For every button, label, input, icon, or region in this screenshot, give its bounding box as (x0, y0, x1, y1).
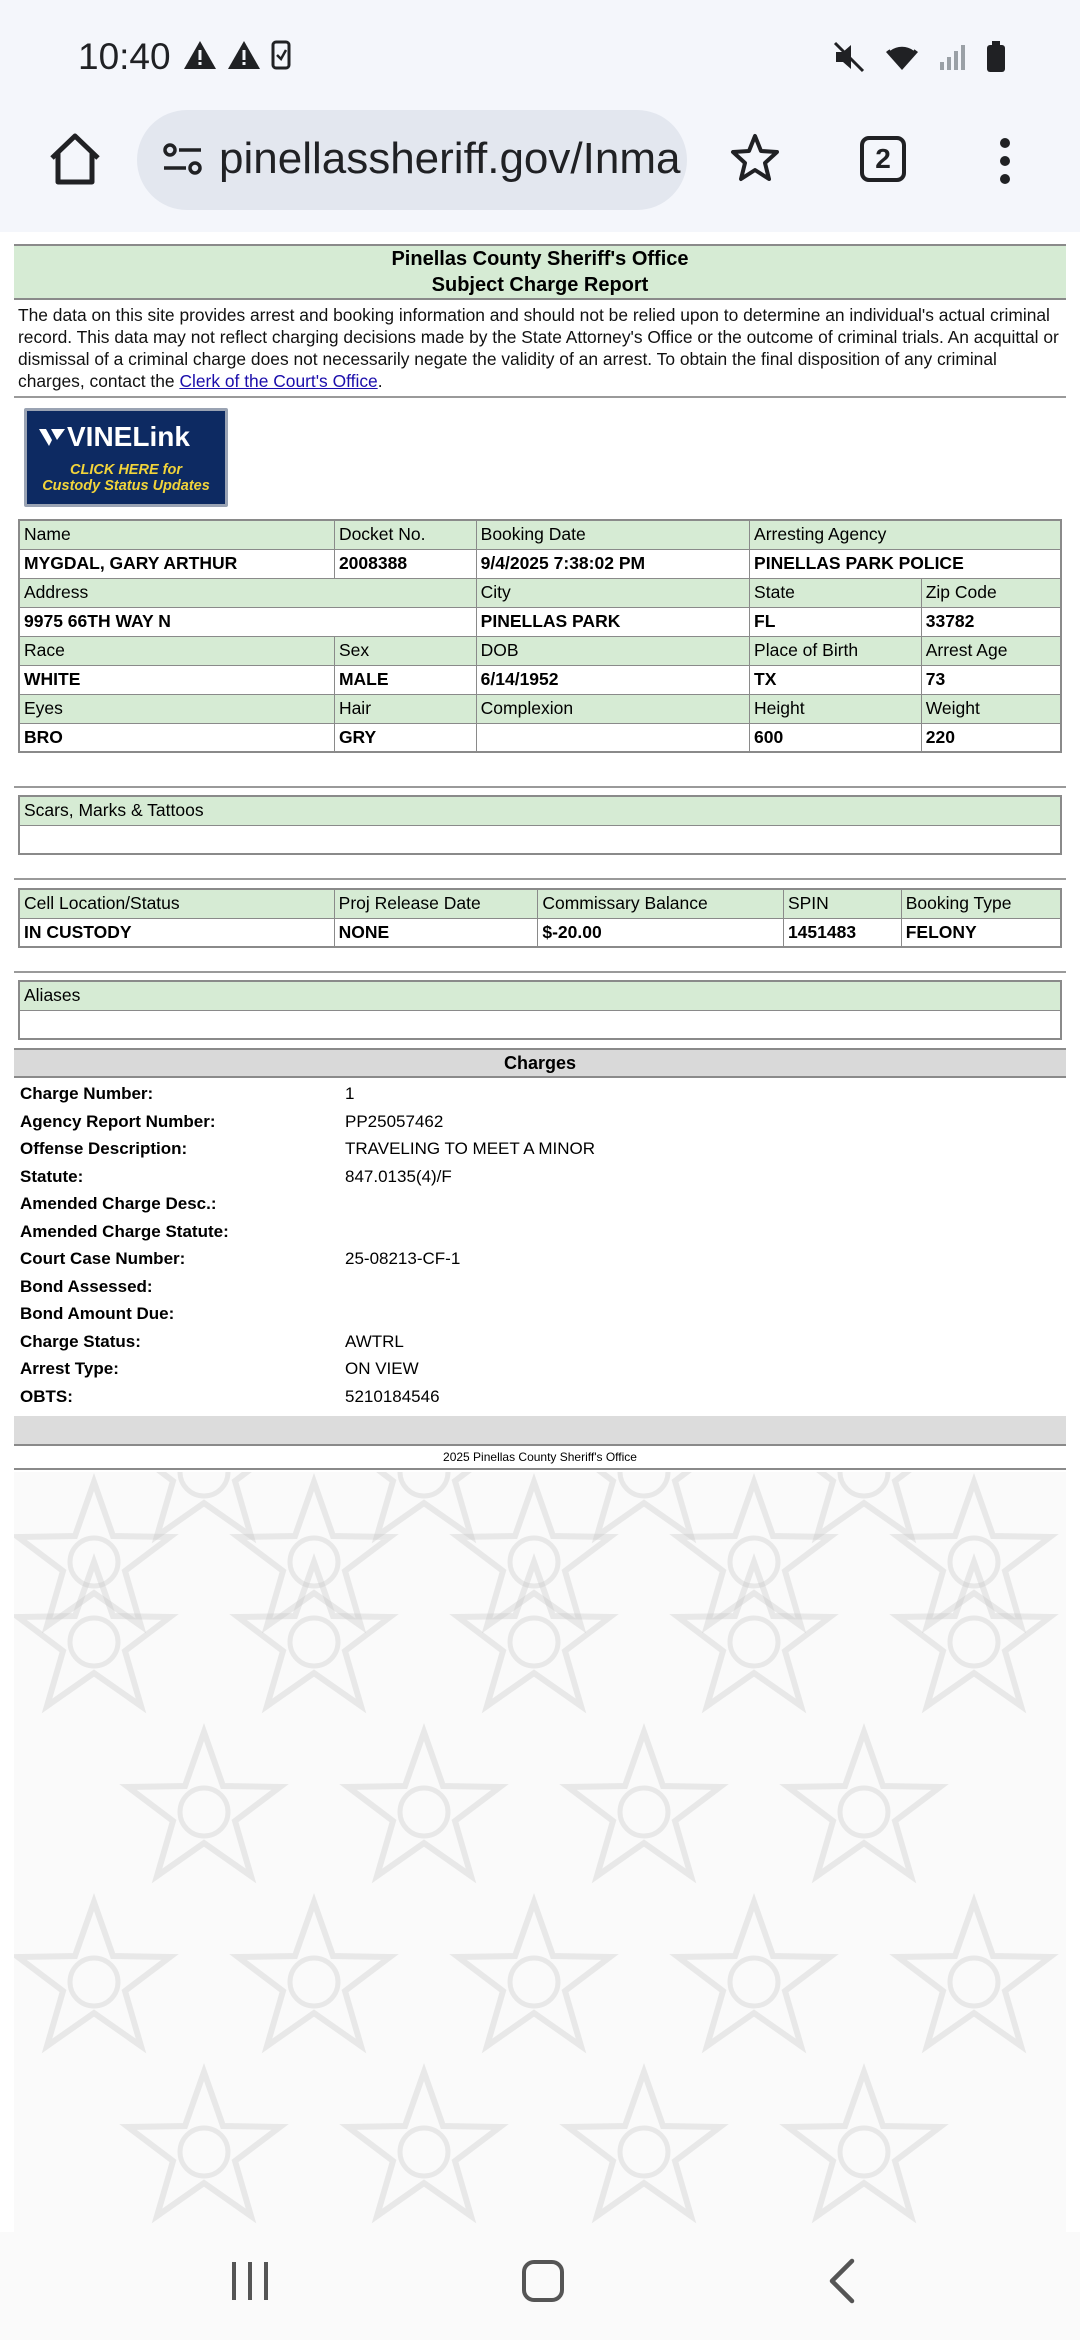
aliases-value (19, 1010, 1061, 1039)
release-date-value: NONE (334, 918, 538, 947)
sex-label: Sex (334, 636, 476, 665)
signal-icon (938, 42, 968, 72)
city-label: City (476, 578, 749, 607)
address-label: Address (19, 578, 476, 607)
web-page (14, 232, 1066, 2232)
release-date-label: Proj Release Date (334, 889, 538, 918)
disclaimer: The data on this site provides arrest and booking information and should not be relied upon to determine an individual's actual criminal record. This data may not reflect charging decisions made by the State Attorney's Office or the outcome of criminal trials. An acquittal or dismissal of a criminal charge does not necessarily negate the validity of an arrest. To obtain the final disposition of any criminal charges, contact the Clerk of the Court's Office. (18, 305, 1059, 391)
recent-apps-icon[interactable] (230, 2260, 270, 2302)
arresting-agency-value: PINELLAS PARK POLICE (750, 549, 1061, 578)
state-value: FL (750, 607, 922, 636)
site-settings-icon[interactable] (161, 140, 205, 180)
divider (14, 396, 1066, 398)
race-label: Race (19, 636, 334, 665)
agency-title: Pinellas County Sheriff's Office (391, 248, 689, 270)
scars-label: Scars, Marks & Tattoos (19, 796, 1061, 825)
weight-label: Weight (921, 694, 1061, 723)
place-of-birth-label: Place of Birth (750, 636, 922, 665)
divider (14, 786, 1066, 788)
page-footer: 2025 Pinellas County Sheriff's Office (14, 1444, 1066, 1470)
arrest-age-value: 73 (921, 665, 1061, 694)
commissary-label: Commissary Balance (538, 889, 784, 918)
dob-label: DOB (476, 636, 749, 665)
url-text[interactable]: pinellassheriff.gov/Inma (219, 134, 681, 183)
report-content: Pinellas County Sheriff's Office Subject Charge Report The data on this site provides arrest and booking information and should not be relied upon to determine an individual's actual criminal record. This data may not reflect charging decisions made by the State Attorney's Office or the outcome of criminal trials. An acquittal or dismissal of a criminal charge does not necessarily negate the validity of an arrest. To obtain the final disposition of any criminal charges, contact the Clerk of the Court's Office. VINELink CLICK HERE for Custody Status Updates Name Docket No. Booking Date Arresting Agency MYGDAL, GARY ARTHUR 2008388 9/4/2025 7:38:02 PM PINELLAS PARK POLICE Address City State Zip Code 9975 66TH WAY N PINELLAS PARK FL 33782 Race Sex DOB Place of Birth Arrest Age WHITE MALE 6/14/1952 TX 73 Eyes Hair Complexion Height Weight BRO GRY 600 220 Scars, Marks & Tattoos Cell Location/Status Proj Release Date Commissary Balance SPIN Booking Type IN CUSTODY NONE $-20.00 1451483 FELONY Aliases Charges Charge Number: 1 Agency Report Number: PP25057462 Offense Description: TRAVELING TO MEET A MINOR Statute: 847.0135(4)/F Amended Charge Desc.: Amended Charge Statute: Court Case Number: 25-08213-CF-1 Bond Assessed: Bond Amount Due: Charge Status: AWTRL Arrest Type: ON VIEW OBTS: 5210184546 2025 Pinellas County Sheriff's Office (14, 232, 1066, 1472)
booking-date-label: Booking Date (476, 520, 749, 549)
docket-label: Docket No. (334, 520, 476, 549)
sex-value: MALE (334, 665, 476, 694)
name-value: MYGDAL, GARY ARTHUR (19, 549, 334, 578)
bookmark-star-icon[interactable] (729, 132, 781, 184)
vine-chevron-icon (37, 426, 67, 448)
name-label: Name (19, 520, 334, 549)
wifi-icon (884, 42, 920, 72)
cell-location-label: Cell Location/Status (19, 889, 334, 918)
race-value: WHITE (19, 665, 334, 694)
system-icons (832, 40, 1006, 74)
notification-icons (183, 40, 291, 70)
status-time: 10:40 (78, 36, 171, 77)
eyes-value: BRO (19, 723, 334, 752)
system-nav-bar (0, 2232, 1080, 2340)
hair-label: Hair (334, 694, 476, 723)
disclaimer-text: The data on this site provides arrest and booking information and should not be relied upon to determine an individual's actual criminal record. This data may not reflect charging decisions made by the State Attorney's Office or the outcome of criminal trials. An acquittal or dismissal of a criminal charge does not necessarily negate the validity of an arrest. To obtain the final disposition of any criminal charges, contact the (18, 305, 1059, 391)
booking-date-value: 9/4/2025 7:38:02 PM (476, 549, 749, 578)
mute-icon (832, 40, 866, 74)
booking-type-label: Booking Type (901, 889, 1061, 918)
weight-value: 220 (921, 723, 1061, 752)
docket-value: 2008388 (334, 549, 476, 578)
warning-icon (227, 40, 261, 70)
zip-label: Zip Code (921, 578, 1061, 607)
subject-info-table (18, 519, 1062, 753)
clerk-of-court-link[interactable]: Clerk of the Court's Office (179, 371, 378, 391)
vinelink-logo: VINELink (37, 421, 190, 453)
device-icon (271, 40, 291, 70)
charges-footer-bar (14, 1416, 1066, 1444)
hair-value: GRY (334, 723, 476, 752)
spin-value: 1451483 (783, 918, 901, 947)
tab-switcher-button[interactable]: 2 (860, 136, 906, 182)
charges-header: Charges (14, 1048, 1066, 1078)
scars-value (19, 825, 1061, 854)
complexion-value (476, 723, 749, 752)
browser-toolbar (0, 110, 1080, 232)
divider (14, 971, 1066, 973)
warning-icon (183, 40, 217, 70)
scars-table (18, 795, 1062, 855)
report-header (14, 244, 1066, 300)
cell-location-value: IN CUSTODY (19, 918, 334, 947)
spin-label: SPIN (783, 889, 901, 918)
status-bar (0, 0, 1080, 110)
zip-value: 33782 (921, 607, 1061, 636)
commissary-value: $-20.00 (538, 918, 784, 947)
city-value: PINELLAS PARK (476, 607, 749, 636)
sheriff-star-watermark-upper (14, 1472, 1066, 1712)
arrest-age-label: Arrest Age (921, 636, 1061, 665)
state-label: State (750, 578, 922, 607)
divider (14, 878, 1066, 880)
booking-type-value: FELONY (901, 918, 1061, 947)
back-icon[interactable] (826, 2258, 856, 2304)
arresting-agency-label: Arresting Agency (750, 520, 1061, 549)
aliases-label: Aliases (19, 981, 1061, 1010)
address-value: 9975 66TH WAY N (19, 607, 476, 636)
eyes-label: Eyes (19, 694, 334, 723)
custody-table (18, 888, 1062, 948)
complexion-label: Complexion (476, 694, 749, 723)
more-options-icon[interactable] (995, 136, 1015, 186)
vinelink-button[interactable]: VINELink CLICK HERE for Custody Status Updates (24, 408, 228, 507)
report-title: Subject Charge Report (431, 274, 649, 296)
home-icon[interactable] (44, 128, 106, 190)
aliases-table (18, 980, 1062, 1040)
height-value: 600 (750, 723, 922, 752)
place-of-birth-value: TX (750, 665, 922, 694)
battery-icon (986, 41, 1006, 73)
home-nav-icon[interactable] (522, 2260, 564, 2302)
dob-value: 6/14/1952 (476, 665, 749, 694)
address-bar[interactable] (137, 110, 687, 210)
height-label: Height (750, 694, 922, 723)
